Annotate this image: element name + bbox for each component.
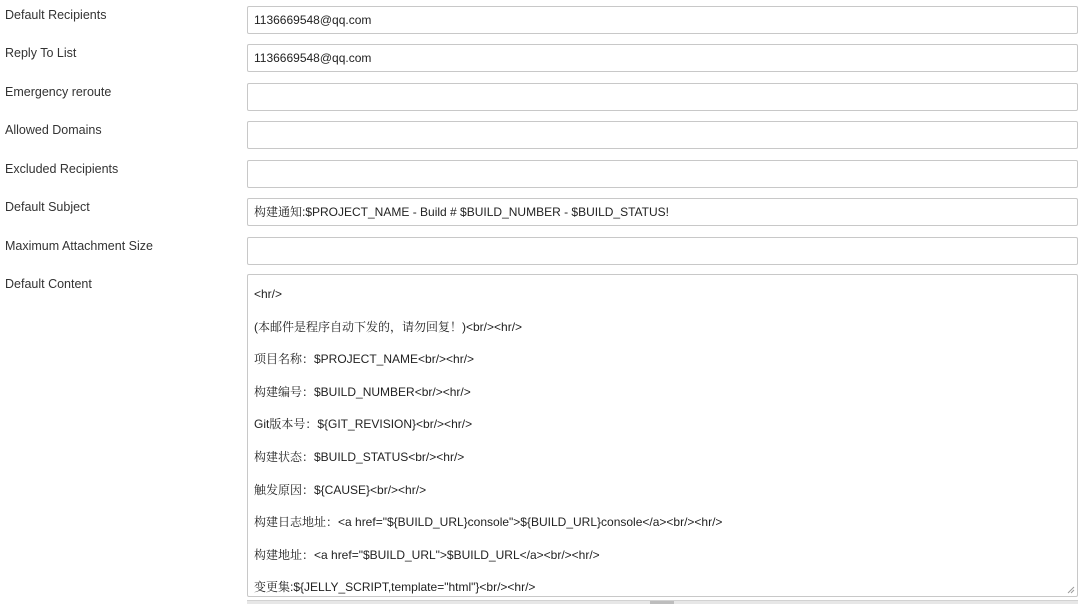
emergency-reroute-label: Emergency reroute [5, 85, 112, 99]
excluded-recipients-label: Excluded Recipients [5, 162, 119, 176]
content-line: 构建地址：<a href="$BUILD_URL">$BUILD_URL</a><br/><hr/> [254, 547, 600, 562]
content-line: 变更集:${JELLY_SCRIPT,template="html"}<br/><hr/> [254, 580, 536, 595]
content-line: (本邮件是程序自动下发的，请勿回复！)<br/><hr/> [254, 319, 523, 334]
default-content-textarea[interactable] [247, 274, 1078, 597]
content-line: 构建日志地址：<a href="${BUILD_URL}console">${BUILD_URL}console</a><br/><hr/> [254, 515, 723, 530]
allowed-domains-label: Allowed Domains [5, 123, 102, 137]
default-content-label: Default Content [5, 277, 92, 291]
content-line: Git版本号：${GIT_REVISION}<br/><hr/> [254, 417, 473, 432]
textarea-resize-bar[interactable] [247, 600, 1078, 604]
default-recipients-input[interactable]: 1136669548@qq.com [247, 6, 1078, 34]
content-line: 项目名称：$PROJECT_NAME<br/><hr/> [254, 352, 475, 367]
excluded-recipients-input[interactable] [247, 160, 1078, 188]
content-line: 构建编号：$BUILD_NUMBER<br/><hr/> [254, 384, 471, 399]
maximum-attachment-size-label: Maximum Attachment Size [5, 239, 153, 253]
content-line: 构建状态：$BUILD_STATUS<br/><hr/> [254, 449, 465, 464]
reply-to-list-input[interactable]: 1136669548@qq.com [247, 44, 1078, 72]
emergency-reroute-input[interactable] [247, 83, 1078, 111]
content-line: <hr/> [254, 287, 283, 301]
content-line: 触发原因：${CAUSE}<br/><hr/> [254, 482, 427, 497]
resize-grip-icon[interactable] [1067, 586, 1075, 594]
default-recipients-label: Default Recipients [5, 8, 107, 22]
reply-to-list-label: Reply To List [5, 46, 77, 60]
default-subject-label: Default Subject [5, 200, 90, 214]
default-subject-input[interactable]: 构建通知:$PROJECT_NAME - Build # $BUILD_NUMBER - $BUILD_STATUS! [247, 198, 1078, 226]
allowed-domains-input[interactable] [247, 121, 1078, 149]
drag-handle-icon[interactable] [650, 601, 674, 604]
maximum-attachment-size-input[interactable] [247, 237, 1078, 265]
